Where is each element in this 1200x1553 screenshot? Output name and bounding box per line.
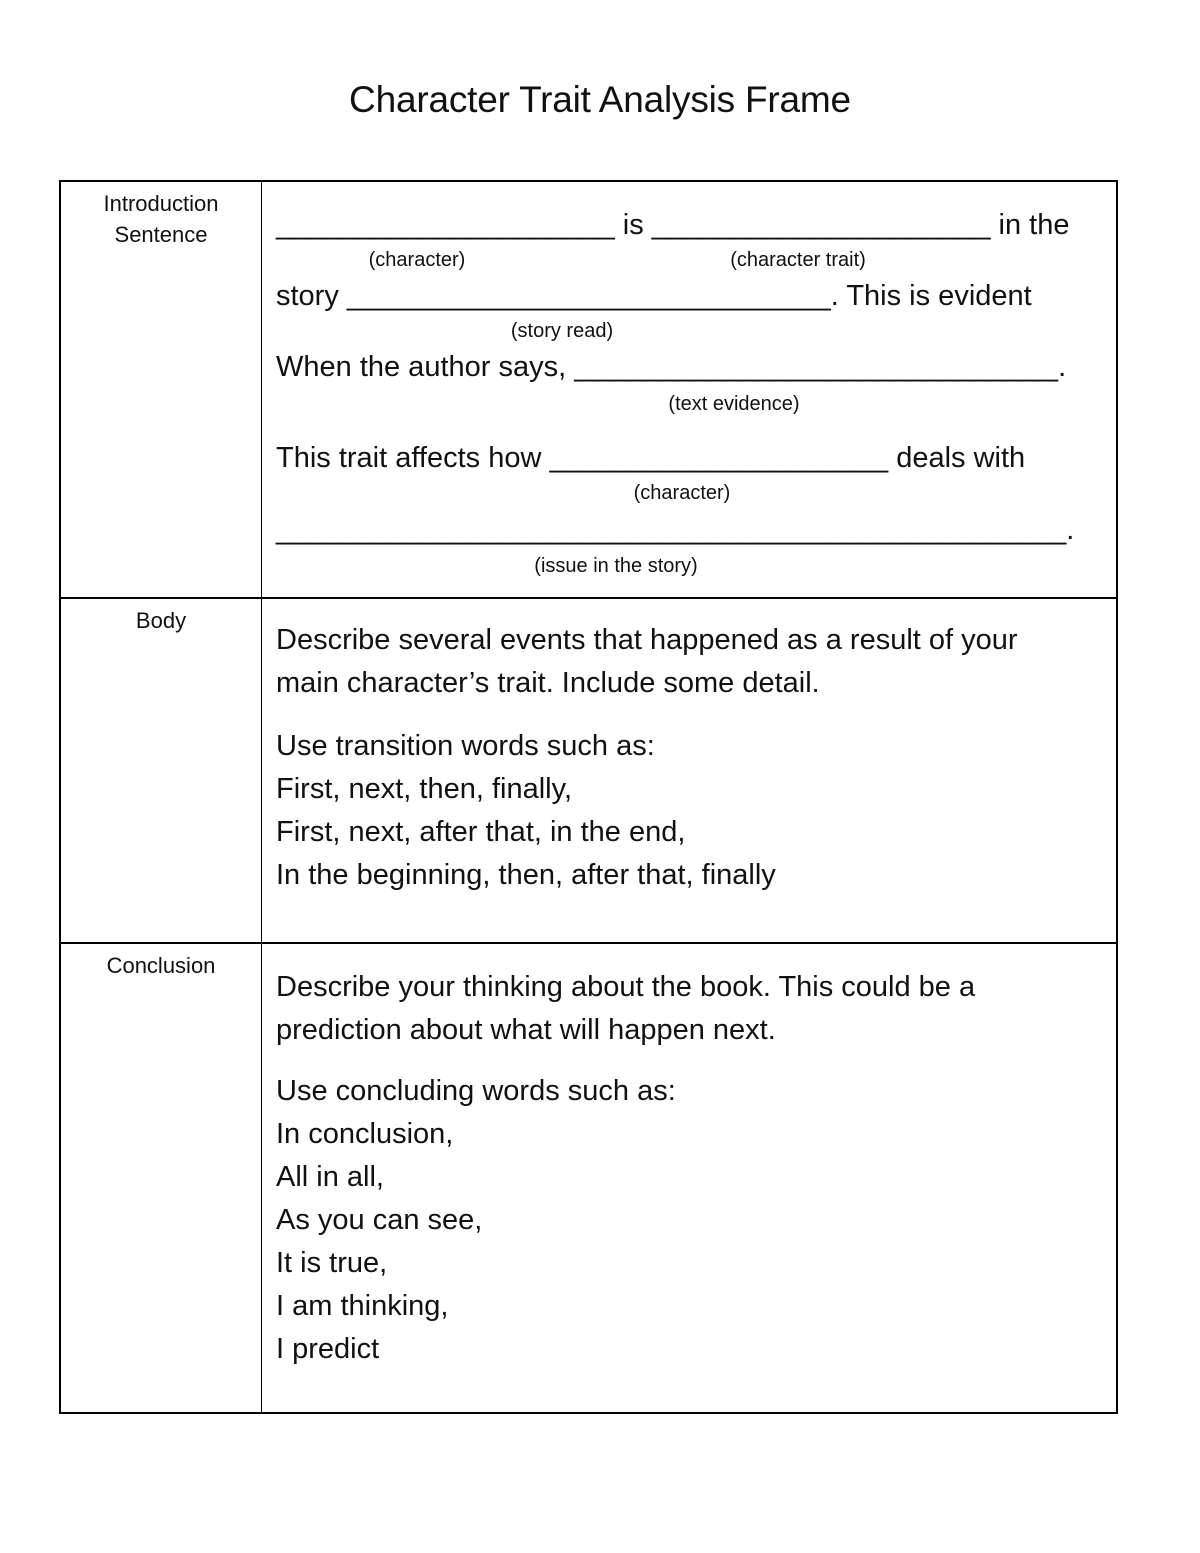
body-row — [60, 598, 1117, 943]
page-title: Character Trait Analysis Frame — [349, 79, 851, 120]
concluding-heading: Use concluding words such as: — [276, 1075, 676, 1107]
conclusion-row — [60, 943, 1117, 1413]
conclusion-label: Conclusion — [106, 953, 216, 978]
body-description — [276, 619, 1098, 705]
transition-item: First, next, then, finally, — [276, 773, 573, 805]
character-caption-2: (character) — [633, 482, 731, 504]
body-label: Body — [135, 608, 187, 633]
body-description-line2: main character’s trait. Include some detail. — [276, 667, 820, 699]
issue-caption: (issue in the story) — [534, 555, 698, 577]
intro-line-issue: _________________________________________________. — [276, 514, 1075, 546]
conclusion-content-cell — [262, 943, 1118, 1413]
intro-label-line2: Sentence — [114, 222, 208, 247]
body-label-cell — [60, 598, 262, 943]
concluding-words-block — [276, 1070, 1098, 1371]
concluding-item: In conclusion, — [276, 1118, 454, 1150]
body-description-line1: Describe several events that happened as a result of your — [276, 624, 1018, 656]
conclusion-label-cell — [60, 943, 262, 1413]
intro-line-story: story ______________________________. This is evident — [276, 280, 1032, 312]
transition-item: First, next, after that, in the end, — [276, 816, 686, 848]
story-read-caption: (story read) — [510, 320, 614, 342]
intro-line-affects: This trait affects how _____________________ deals with — [276, 442, 1026, 474]
concluding-item: It is true, — [276, 1247, 388, 1279]
concluding-item: I predict — [276, 1333, 380, 1365]
concluding-item: As you can see, — [276, 1204, 483, 1236]
intro-label-cell — [60, 181, 262, 598]
concluding-item: All in all, — [276, 1161, 384, 1193]
body-content-cell — [262, 598, 1118, 943]
character-caption: (character) — [368, 249, 466, 271]
conclusion-description-line1: Describe your thinking about the book. This could be a — [276, 971, 976, 1003]
transition-words-block — [276, 725, 1098, 897]
text-evidence-caption: (text evidence) — [668, 393, 800, 415]
character-trait-caption: (character trait) — [730, 249, 866, 271]
intro-line-evidence: When the author says, ______________________________. — [276, 351, 1067, 383]
transition-item: In the beginning, then, after that, finally — [276, 859, 776, 891]
conclusion-description — [276, 966, 1098, 1052]
intro-content-cell — [262, 181, 1118, 598]
transition-heading: Use transition words such as: — [276, 730, 655, 762]
intro-line-character-trait: _____________________ is _____________________ in the — [276, 209, 1070, 241]
intro-row — [60, 181, 1117, 598]
concluding-item: I am thinking, — [276, 1290, 449, 1322]
analysis-frame-table — [59, 180, 1118, 1414]
intro-label-line1: Introduction — [103, 191, 219, 216]
conclusion-description-line2: prediction about what will happen next. — [276, 1014, 776, 1046]
